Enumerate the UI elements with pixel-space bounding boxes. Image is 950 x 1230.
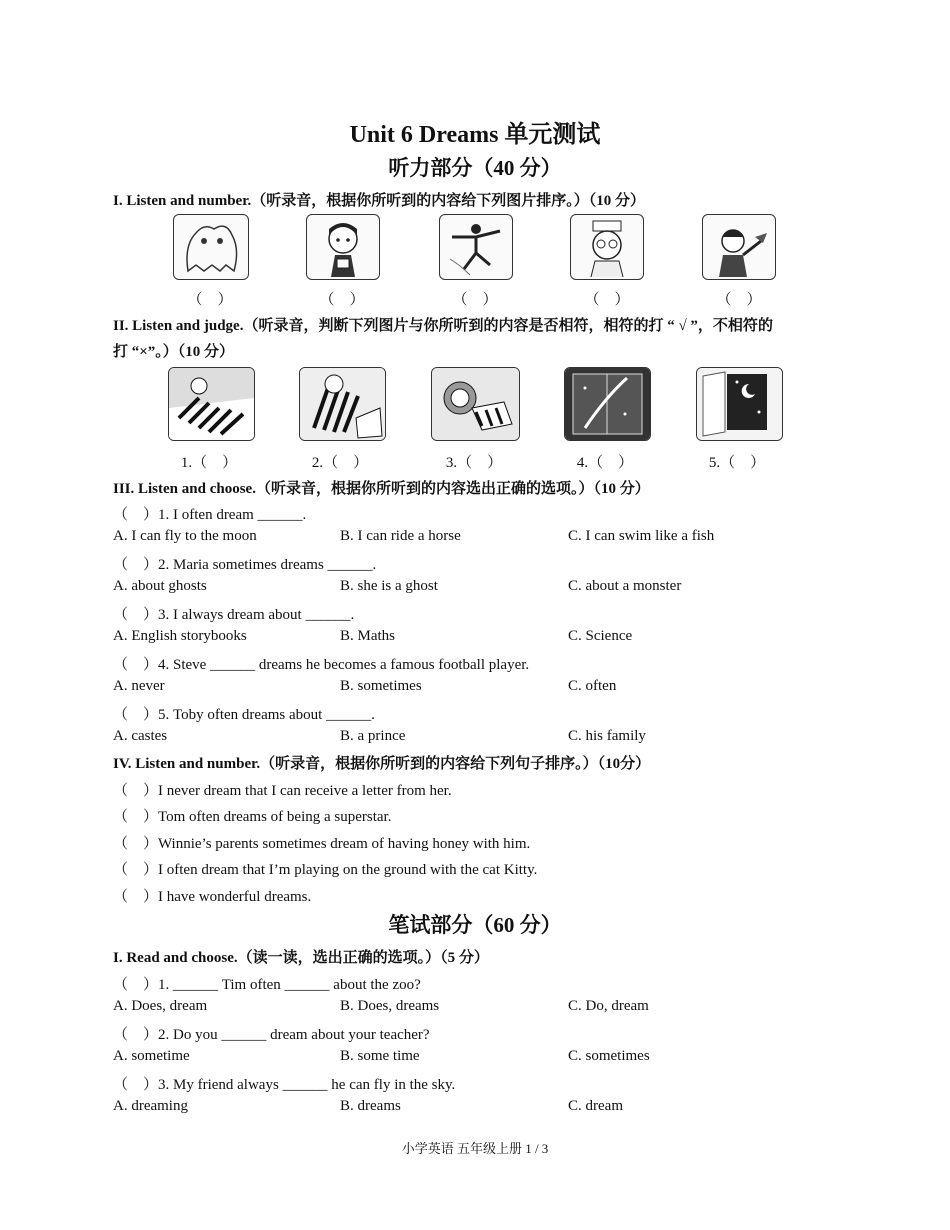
part2-heading-line1: II. Listen and judge.（听录音，判断下列图片与你所听到的内容是否相符，相符的打 “ √ ”，不相符的 xyxy=(113,318,773,334)
written1-q2-option-b[interactable]: B. some time xyxy=(340,1048,420,1064)
flying-boy-picture-icon xyxy=(439,214,513,280)
ghost-picture-icon xyxy=(173,214,249,280)
part2-answer-1[interactable]: 1.（ ） xyxy=(180,455,238,471)
part4-sentence-1: （ ）I never dream that I can receive a letter from her. xyxy=(113,783,452,799)
part3-q3-option-a[interactable]: A. English storybooks xyxy=(113,628,247,644)
striped-monster-bed-picture-icon xyxy=(299,367,386,441)
part3-question-2: （ ）2. Maria sometimes dreams ______. xyxy=(113,557,377,573)
part3-q1-option-b[interactable]: B. I can ride a horse xyxy=(340,528,461,544)
night-window-picture-icon xyxy=(564,367,651,441)
listening-section-title: 听力部分（40 分） xyxy=(388,156,562,180)
striped-monster-picture-icon xyxy=(168,367,255,441)
part3-question-1: （ ）1. I often dream ______. xyxy=(113,507,307,523)
part4-sentence-3: （ ）Winnie’s parents sometimes dream of having honey with him. xyxy=(113,836,531,852)
written1-heading: I. Read and choose.（读一读，选出正确的选项。）（5 分） xyxy=(113,950,489,966)
written1-q3-option-b[interactable]: B. dreams xyxy=(340,1098,401,1114)
part2-heading-line2: 打 “×”。）（10 分） xyxy=(113,344,235,360)
part3-q4-option-a[interactable]: A. never xyxy=(113,678,165,694)
part1-answer-3[interactable]: （ ） xyxy=(452,292,498,308)
doctor-picture-icon xyxy=(570,214,644,280)
written1-question-2: （ ）2. Do you ______ dream about your teacher? xyxy=(113,1027,430,1043)
part3-q2-option-b[interactable]: B. she is a ghost xyxy=(340,578,438,594)
part3-q4-option-c[interactable]: C. often xyxy=(568,678,617,694)
part3-q2-option-c[interactable]: C. about a monster xyxy=(568,578,682,594)
part3-question-3: （ ）3. I always dream about ______. xyxy=(113,607,355,623)
part3-question-5: （ ）5. Toby often dreams about ______. xyxy=(113,707,375,723)
page-footer: 小学英语 五年级上册 1 / 3 xyxy=(401,1141,549,1156)
part3-q4-option-b[interactable]: B. sometimes xyxy=(340,678,422,694)
part3-question-4: （ ）4. Steve ______ dreams he becomes a famous football player. xyxy=(113,657,530,673)
girl-picture-icon xyxy=(306,214,380,280)
part4-sentence-5: （ ）I have wonderful dreams. xyxy=(113,889,312,905)
written1-q3-option-a[interactable]: A. dreaming xyxy=(113,1098,188,1114)
part2-answer-3[interactable]: 3.（ ） xyxy=(445,455,503,471)
part1-answer-5[interactable]: （ ） xyxy=(716,292,762,308)
part2-answer-5[interactable]: 5.（ ） xyxy=(708,455,766,471)
part2-answer-4[interactable]: 4.（ ） xyxy=(576,455,634,471)
part1-heading: I. Listen and number.（听录音，根据你所听到的内容给下列图片排序。）（10 分） xyxy=(113,193,645,209)
written1-q2-option-a[interactable]: A. sometime xyxy=(113,1048,190,1064)
written1-q2-option-c[interactable]: C. sometimes xyxy=(568,1048,650,1064)
part3-q5-option-c[interactable]: C. his family xyxy=(568,728,646,744)
part3-q5-option-a[interactable]: A. castes xyxy=(113,728,168,744)
written1-q1-option-b[interactable]: B. Does, dreams xyxy=(340,998,440,1014)
part1-answer-2[interactable]: （ ） xyxy=(319,292,365,308)
moon-window-picture-icon xyxy=(696,367,783,441)
part4-sentence-2: （ ）Tom often dreams of being a superstar. xyxy=(113,809,392,825)
written1-question-3: （ ）3. My friend always ______ he can fly in the sky. xyxy=(113,1077,456,1093)
part3-q3-option-c[interactable]: C. Science xyxy=(568,628,633,644)
part3-q5-option-b[interactable]: B. a prince xyxy=(340,728,406,744)
boy-with-bird-picture-icon xyxy=(702,214,776,280)
part4-sentence-4: （ ）I often dream that I’m playing on the ground with the cat Kitty. xyxy=(113,862,538,878)
written1-q1-option-c[interactable]: C. Do, dream xyxy=(568,998,649,1014)
part2-answer-2[interactable]: 2.（ ） xyxy=(311,455,369,471)
part1-answer-4[interactable]: （ ） xyxy=(584,292,630,308)
part1-answer-1[interactable]: （ ） xyxy=(187,292,233,308)
part4-heading: IV. Listen and number.（听录音，根据你所听到的内容给下列句子排序。）（10分） xyxy=(113,756,651,772)
part3-q3-option-b[interactable]: B. Maths xyxy=(340,628,396,644)
part3-q1-option-c[interactable]: C. I can swim like a fish xyxy=(568,528,715,544)
written1-q1-option-a[interactable]: A. Does, dream xyxy=(113,998,208,1014)
page-title: Unit 6 Dreams 单元测试 xyxy=(349,122,601,148)
part3-q2-option-a[interactable]: A. about ghosts xyxy=(113,578,207,594)
written1-q3-option-c[interactable]: C. dream xyxy=(568,1098,623,1114)
part3-q1-option-a[interactable]: A. I can fly to the moon xyxy=(113,528,257,544)
part3-heading: III. Listen and choose.（听录音，根据你所听到的内容选出正确的选项。）（10 分） xyxy=(113,481,650,497)
lion-picture-icon xyxy=(431,367,520,441)
written1-question-1: （ ）1. ______ Tim often ______ about the zoo? xyxy=(113,977,421,993)
writing-section-title: 笔试部分（60 分） xyxy=(388,913,562,937)
